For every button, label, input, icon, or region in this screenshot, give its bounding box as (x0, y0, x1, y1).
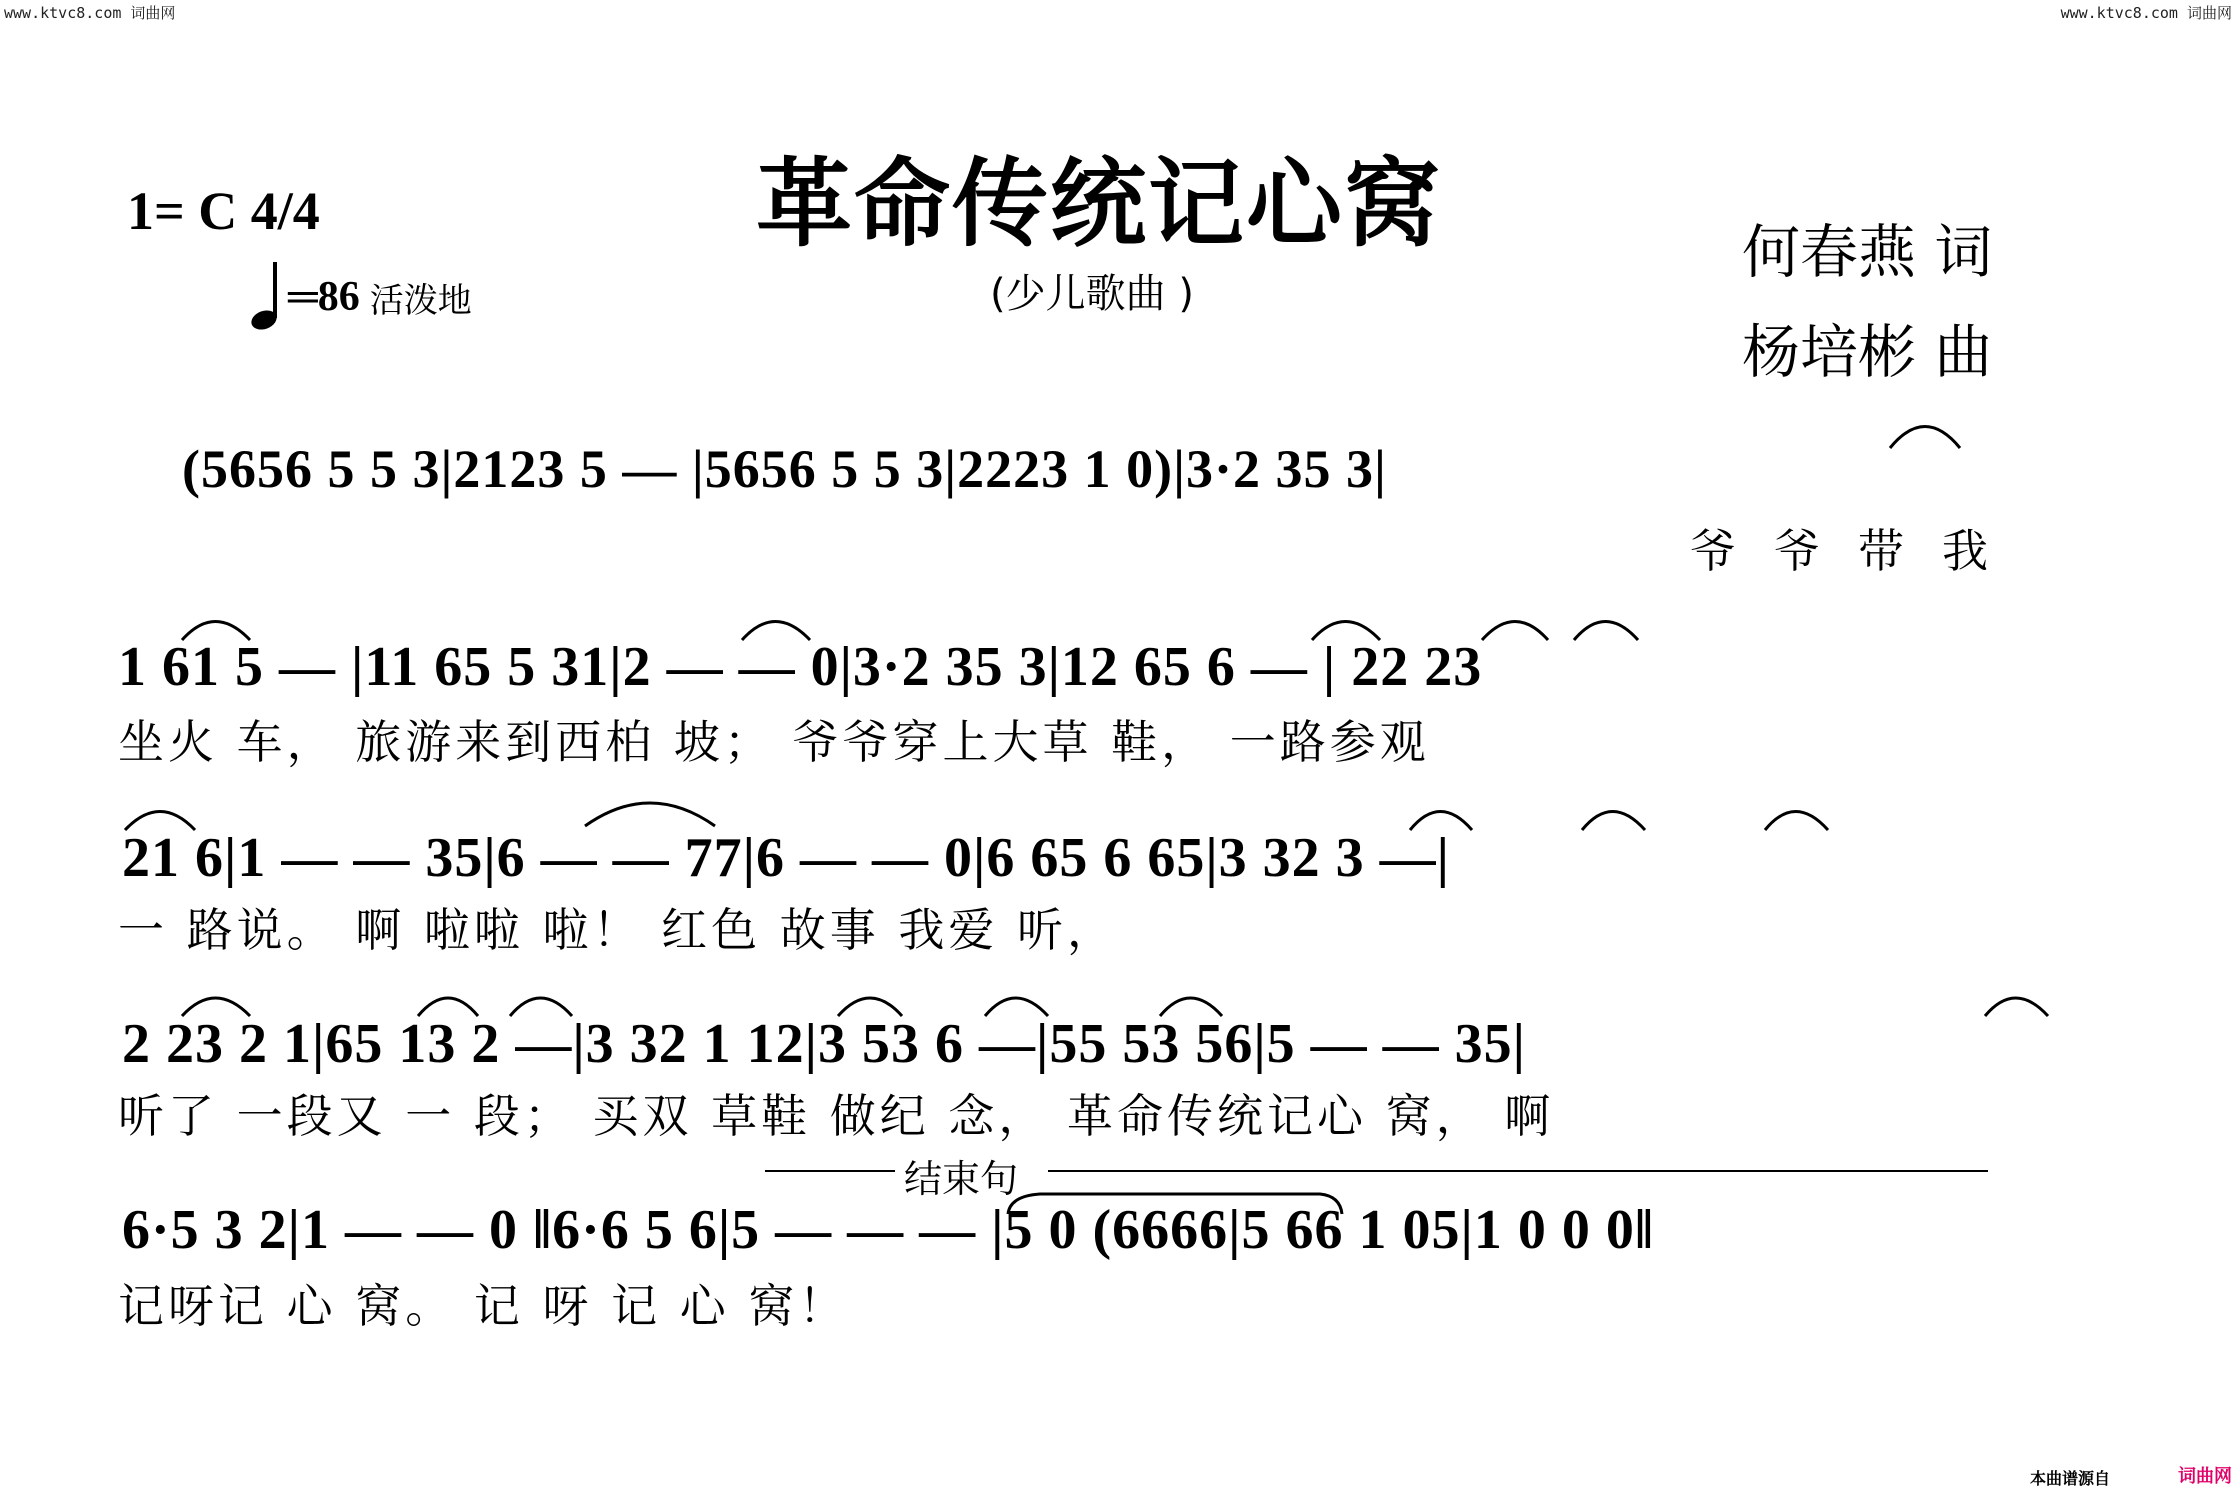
ending-rule-left (765, 1170, 895, 1172)
score-row-3-lyrics: 一 路说。 啊 啦啦 啦！ 红色 故事 我爱 听， (118, 903, 1117, 957)
score-row-1-notes: (5656 5 5 3|2123 5 — |5656 5 5 3|2223 1 0)|3·2 35 3| (182, 439, 1387, 499)
slur-row1-a (1890, 427, 1960, 449)
score-row-3-notes: 21 6|1 — — 35|6 — — 77|6 — — 0|6 65 6 65|3 32 3 —| (122, 827, 1450, 889)
tempo-value: ═86 (288, 274, 360, 320)
lyricist-credit: 何春燕 词 (1742, 218, 1993, 286)
ending-rule-right (1048, 1170, 1988, 1172)
footer-logo: 词曲网 (2178, 1466, 2232, 1487)
ending-label: 结束句 (898, 1148, 1024, 1203)
slur-row4-g (1985, 998, 2048, 1016)
score-row-2-notes: 1 61 5 — |11 65 5 31|2 — — 0|3·2 35 3|12 65 6 — | 22 23 (118, 636, 1483, 698)
watermark-left: www.ktvc8.com 词曲网 (4, 4, 176, 22)
score-row-5-lyrics: 记呀记 心 窝。 记 呀 记 心 窝！ (118, 1279, 849, 1333)
score-row-2-lyrics: 坐火 车， 旅游来到西柏 坡； 爷爷穿上大草 鞋， 一路参观 (118, 715, 1430, 769)
slur-row2-d (1482, 622, 1548, 641)
key-signature: 1= C 4/4 (127, 181, 320, 241)
page-title: 革命传统记心窝 (756, 148, 1442, 260)
tempo-mark: 活泼地 (369, 280, 472, 321)
footer-source-note: 本曲谱源自 (2030, 1469, 2111, 1488)
slur-row3-e (1765, 812, 1828, 831)
score-row-1-lyrics: 爷爷带我 (1690, 524, 2026, 578)
subtitle: (少儿歌曲 ) (990, 271, 1194, 317)
score-row-4-lyrics: 听了 一段又 一 段； 买双 草鞋 做纪 念， 革命传统记心 窝， 啊 (118, 1089, 1555, 1143)
composer-credit: 杨培彬 曲 (1742, 318, 1993, 386)
watermark-right: www.ktvc8.com 词曲网 (2060, 4, 2232, 22)
score-row-5-notes: 6·5 3 2|1 — — 0 ‖6·6 5 6|5 — — — |5 0 (6666|5 66 1 05|1 0 0 0‖ (122, 1199, 1654, 1261)
tempo-marking (248, 260, 472, 334)
slur-row3-d (1582, 812, 1645, 831)
slur-row3-b (585, 803, 715, 826)
score-row-4-notes: 2 23 2 1|65 13 2 —|3 32 1 12|3 53 6 —|55 53 56|5 — — 35| (122, 1013, 1526, 1075)
half-note-icon (248, 260, 282, 334)
slur-row2-e (1574, 622, 1638, 641)
